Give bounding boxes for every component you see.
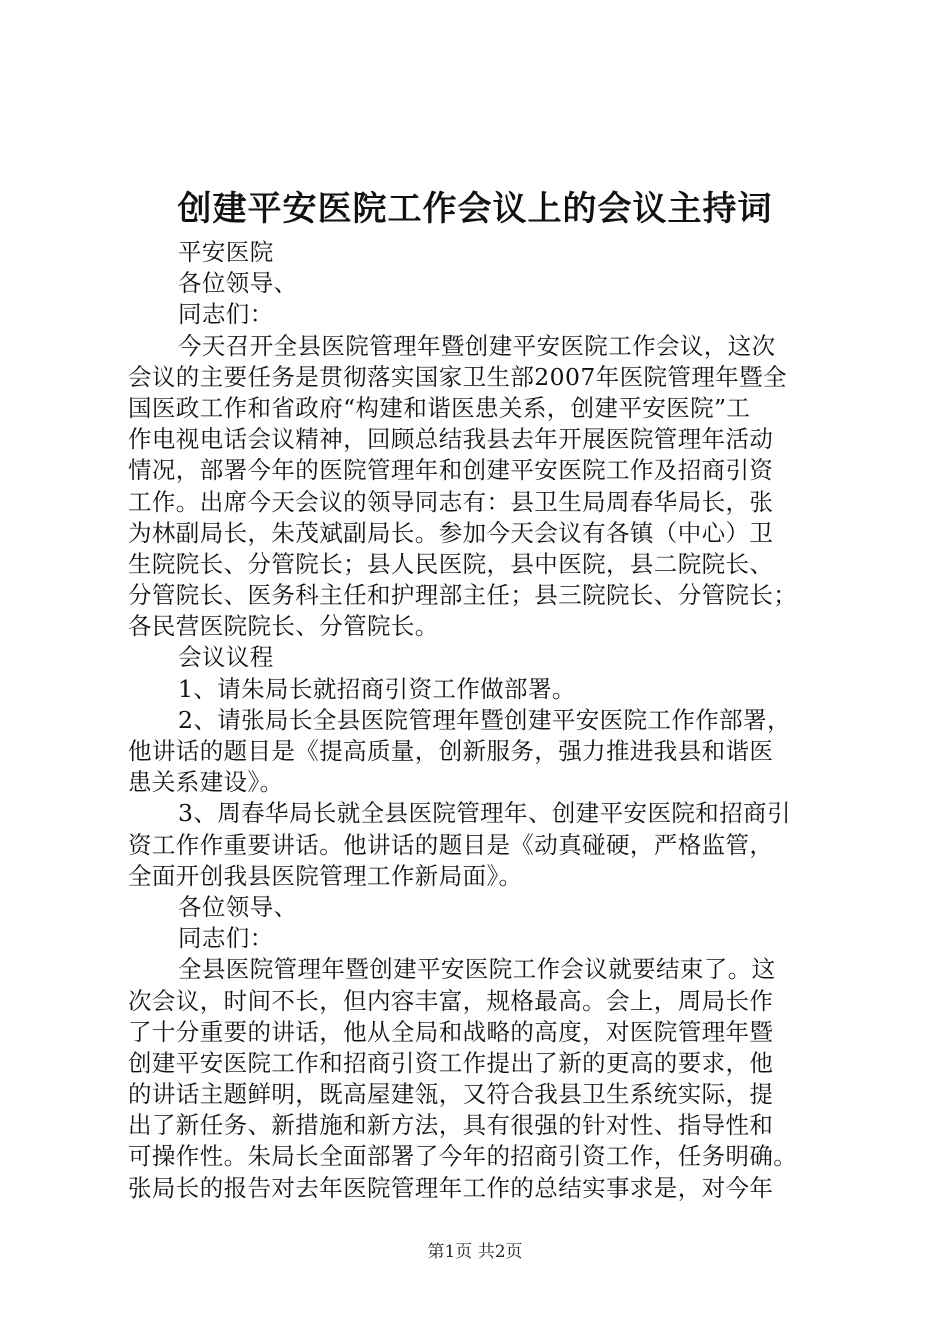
text-line: 会议的主要任务是贯彻落实国家卫生部2007年医院管理年暨全 [128, 362, 787, 391]
text-line: 国医政工作和省政府“构建和谐医患关系，创建平安医院”工 [128, 393, 751, 422]
text-line: 今天召开全县医院管理年暨创建平安医院工作会议，这次 [178, 331, 776, 360]
text-line: 同志们： [178, 300, 274, 329]
text-line: 他讲话的题目是《提高质量，创新服务，强力推进我县和谐医 [128, 737, 774, 765]
text-line: 了十分重要的讲话，他从全局和战略的高度，对医院管理年暨 [128, 1017, 774, 1046]
text-line: 各位领导、 [178, 892, 298, 921]
text-line: 患关系建设》。 [128, 768, 284, 797]
text-line: 出了新任务、新措施和新方法，具有很强的针对性、指导性和 [128, 1111, 774, 1140]
text-line: 次会议，时间不长，但内容丰富，规格最高。会上，周局长作 [128, 986, 774, 1015]
text-line: 生院院长、分管院长；县人民医院，县中医院，县二院院长、 [128, 549, 774, 578]
text-line: 为林副局长，朱茂斌副局长。参加今天会议有各镇（中心）卫 [128, 518, 774, 547]
text-line: 各民营医院院长、分管院长。 [128, 612, 439, 641]
document-body [128, 237, 844, 1204]
text-line: 工作。出席今天会议的领导同志有：县卫生局周春华局长，张 [128, 487, 774, 516]
text-line: 可操作性。朱局长全面部署了今年的招商引资工作，任务明确。 [128, 1142, 798, 1171]
text-line: 资工作作重要讲话。他讲话的题目是《动真碰硬，严格监管， [128, 830, 774, 859]
text-line: 同志们： [178, 924, 274, 953]
text-line: 张局长的报告对去年医院管理年工作的总结实事求是，对今年 [128, 1173, 774, 1202]
text-line: 会议议程 [178, 643, 274, 672]
text-line: 1、请朱局长就招商引资工作做部署。 [178, 674, 576, 703]
page-footer: 第1页 共2页 [427, 1242, 523, 1262]
text-line: 全面开创我县医院管理工作新局面》。 [128, 861, 523, 890]
text-line: 分管院长、医务科主任和护理部主任；县三院院长、分管院长； [128, 581, 798, 610]
text-line: 全县医院管理年暨创建平安医院工作会议就要结束了。这 [178, 955, 776, 984]
text-line: 作电视电话会议精神，回顾总结我县去年开展医院管理年活动 [128, 425, 774, 454]
text-line: 各位领导、 [178, 269, 298, 298]
text-line: 创建平安医院工作和招商引资工作提出了新的更高的要求，他 [128, 1048, 774, 1077]
text-line: 2、请张局长全县医院管理年暨创建平安医院工作作部署， [178, 705, 791, 734]
document-title: 创建平安医院工作会议上的会议主持词 [177, 189, 773, 229]
text-line: 平安医院 [178, 238, 274, 266]
text-line: 的讲话主题鲜明，既高屋建瓴，又符合我县卫生系统实际，提 [128, 1080, 774, 1109]
text-line: 3、周春华局长就全县医院管理年、创建平安医院和招商引 [178, 799, 791, 828]
text-line: 情况，部署今年的医院管理年和创建平安医院工作及招商引资 [128, 456, 774, 485]
